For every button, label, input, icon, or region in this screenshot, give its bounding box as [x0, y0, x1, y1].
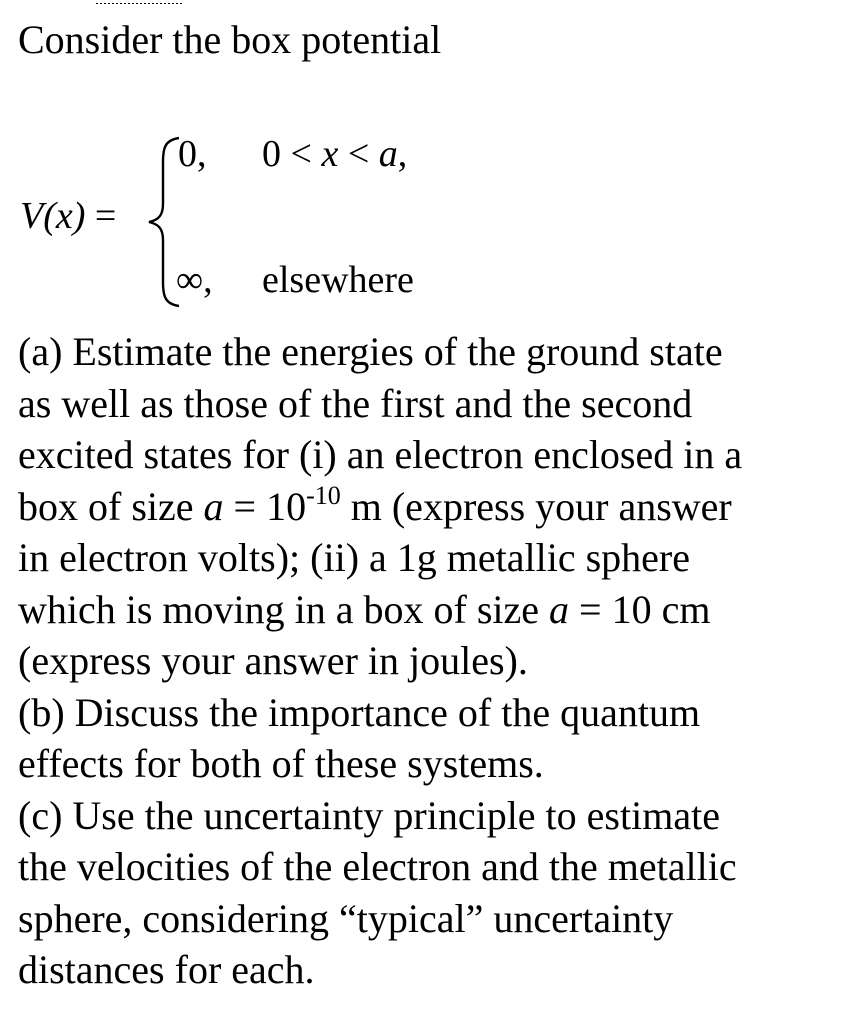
equals-sign: = [85, 195, 117, 237]
case1-value: 0, [178, 133, 207, 175]
part-c-line: (c) Use the uncertainty principle to estimate [18, 792, 720, 838]
case2-condition: elsewhere [262, 259, 414, 301]
part-c-line: the velocities of the electron and the metallic [18, 844, 737, 889]
part-a-line: excited states for (i) an electron enclosed in a [18, 432, 743, 477]
case2-value: ∞, [176, 259, 213, 301]
exponent: -10 [306, 480, 341, 510]
part-c-line: distances for each. [18, 947, 315, 992]
part-b-line: effects for both of these systems. [18, 741, 544, 786]
part-a-line: which is moving in a box of size a = 10 cm [18, 586, 711, 632]
part-a-line: as well as those of the first and the second [18, 380, 693, 426]
part-a-line: (express your answer in joules). [18, 638, 528, 683]
potential-equation [0, 128, 868, 318]
intro-sentence: Consider the box potential [18, 17, 442, 62]
part-a-line: in electron volts); (ii) a 1g metallic sphere [18, 535, 690, 580]
potential-symbol: V [20, 195, 44, 237]
part-c-line: sphere, considering “typical” uncertainty [18, 895, 674, 941]
part-a-line: box of size $a = 10^{-10}$ m (express your answer [18, 480, 732, 529]
problem-body [18, 326, 854, 996]
potential-argument: (x) [43, 195, 86, 237]
part-a-line: (a) Estimate the energies of the ground state [18, 329, 723, 374]
equation-lhs [20, 194, 116, 238]
cropped-previous-line [0, 0, 868, 4]
part-b-line: (b) Discuss the importance of the quantum [18, 689, 701, 735]
case1-condition: 0 < x < a, [262, 133, 408, 175]
